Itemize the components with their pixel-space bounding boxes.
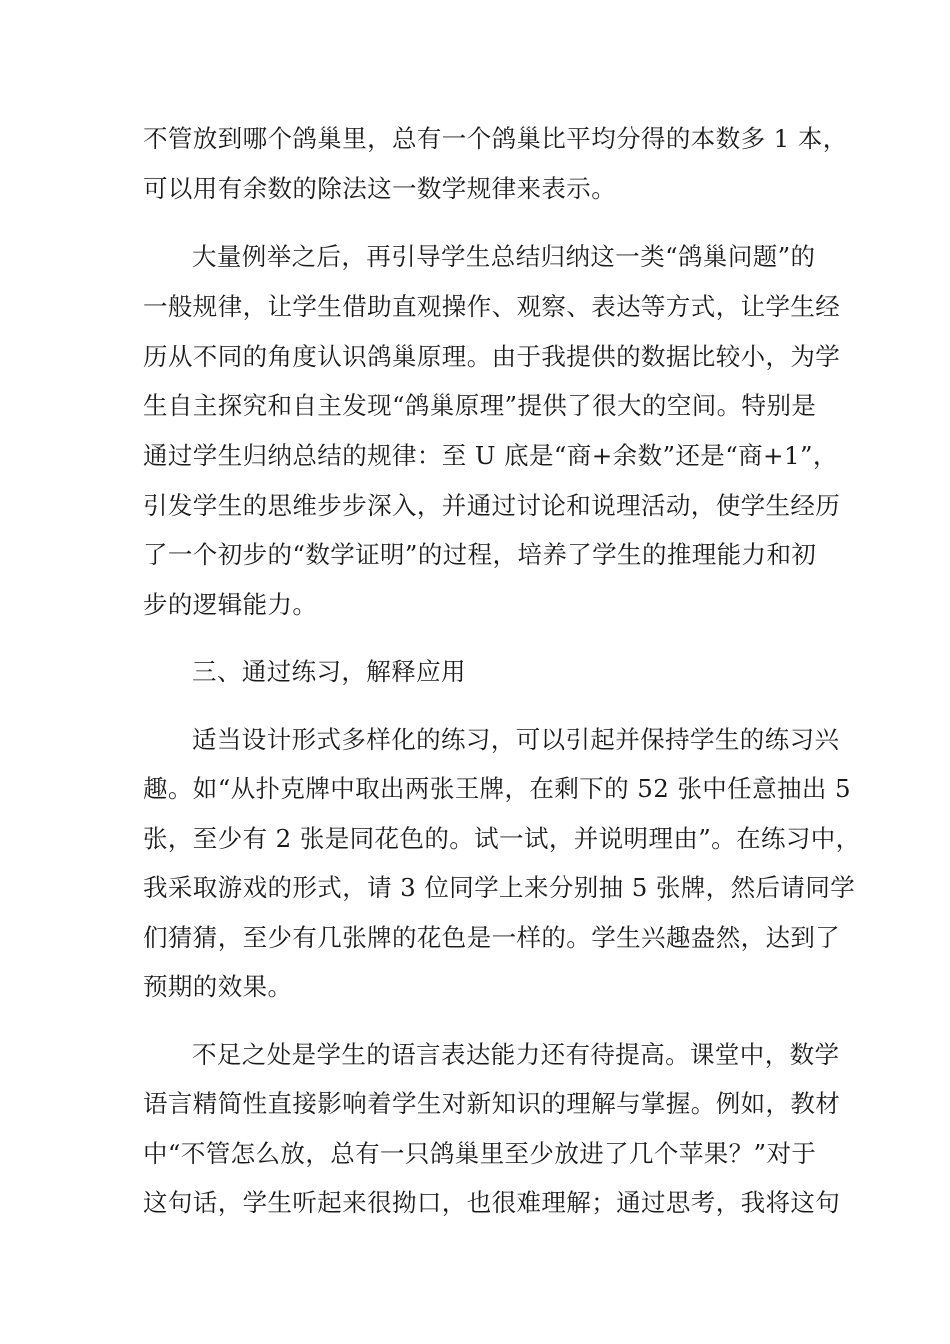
- body-text-line: 不管放到哪个鸽巢里，总有一个鸽巢比平均分得的本数多 1 本，: [143, 124, 848, 153]
- paragraph-first-line: 适当设计形式多样化的练习，可以引起并保持学生的练习兴: [192, 725, 840, 754]
- body-text-line: 一般规律，让学生借助直观操作、观察、表达等方式，让学生经: [143, 292, 841, 321]
- body-text-line: 语言精简性直接影响着学生对新知识的理解与掌握。例如，教材: [143, 1089, 841, 1118]
- section-heading: 三、通过练习，解释应用: [192, 657, 466, 686]
- body-text-line: 步的逻辑能力。: [143, 590, 318, 619]
- body-text-line: 张，至少有 2 张是同花色的。试一试，并说明理由”。在练习中，: [143, 824, 861, 853]
- paragraph-first-line: 不足之处是学生的语言表达能力还有待提高。课堂中，数学: [192, 1040, 840, 1069]
- body-text-line: 我采取游戏的形式，请 3 位同学上来分别抽 5 张牌，然后请同学: [143, 873, 856, 902]
- body-text-line: 这句话，学生听起来很拗口，也很难理解；通过思考，我将这句: [143, 1188, 841, 1217]
- paragraph-first-line: 大量例举之后，再引导学生总结归纳这一类“鸽巢问题”的: [192, 242, 816, 271]
- body-text-line: 可以用有余数的除法这一数学规律来表示。: [143, 174, 617, 203]
- body-text-line: 通过学生归纳总结的规律：至 U 底是“商+余数”还是“商+1”，: [143, 441, 838, 470]
- body-text-line: 预期的效果。: [143, 972, 293, 1001]
- body-text-line: 中“不管怎么放，总有一只鸽巢里至少放进了几个苹果？”对于: [143, 1139, 817, 1168]
- body-text-line: 趣。如“从扑克牌中取出两张王牌，在剩下的 52 张中任意抽出 5: [143, 774, 851, 803]
- body-text-line: 了一个初步的“数学证明”的过程，培养了学生的推理能力和初: [143, 540, 817, 569]
- body-text-line: 引发学生的思维步步深入，并通过讨论和说理活动，使学生经历: [143, 491, 841, 520]
- body-text-line: 生自主探究和自主发现“鸽巢原理”提供了很大的空间。特别是: [143, 391, 817, 420]
- body-text-line: 历从不同的角度认识鸽巢原理。由于我提供的数据比较小，为学: [143, 342, 841, 371]
- body-text-line: 们猜猜，至少有几张牌的花色是一样的。学生兴趣盎然，达到了: [143, 923, 841, 952]
